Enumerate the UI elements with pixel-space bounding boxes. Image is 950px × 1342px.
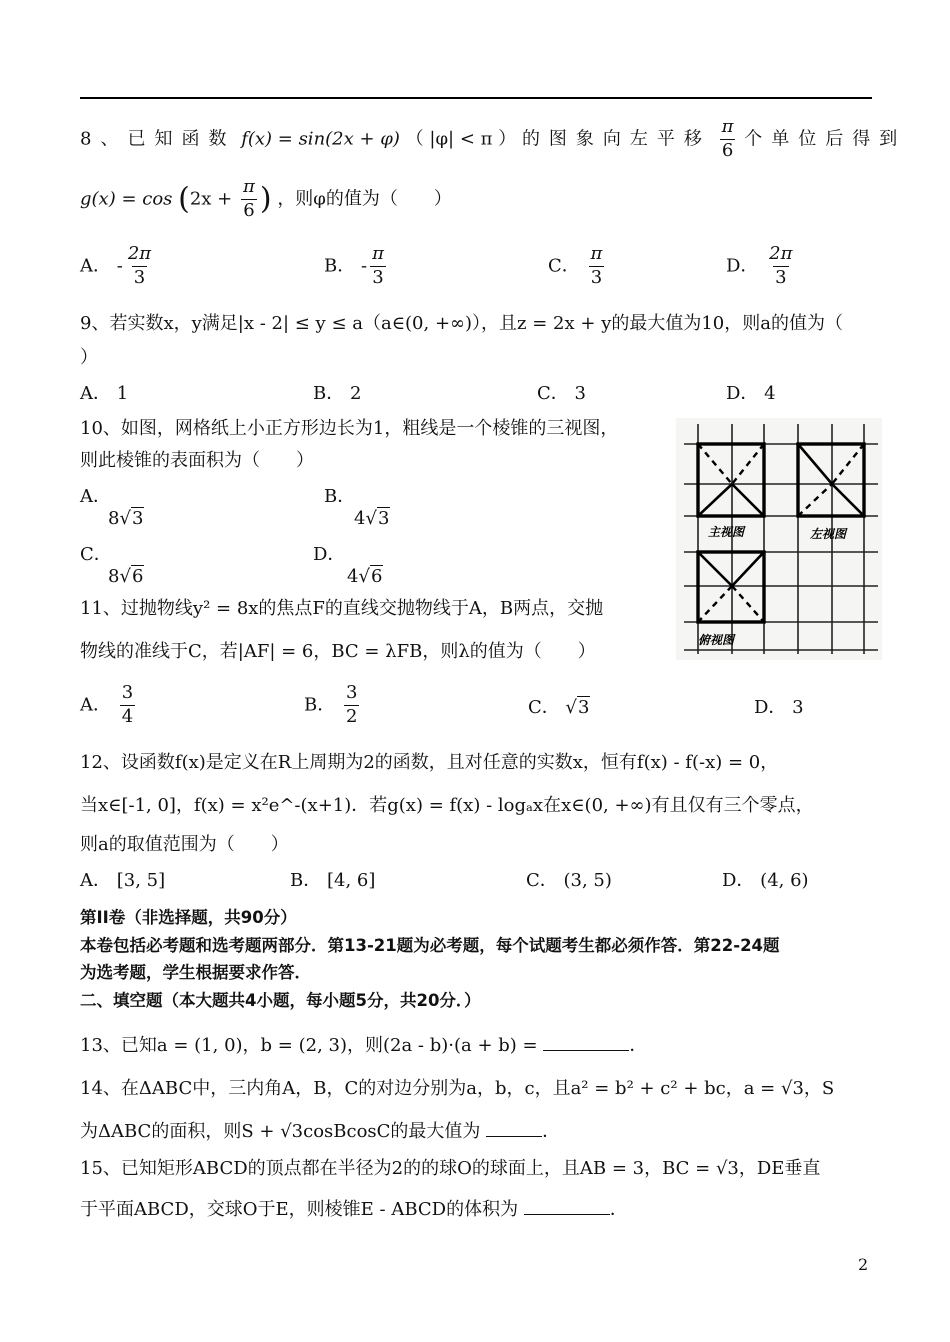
q14-line2: 为ΔABC的面积，则S + √3cosBcosC的最大值为 ． <box>80 1118 560 1143</box>
section-fill-in: 二、填空题（本大题共4小题，每小题5分，共20分．） <box>80 991 481 1010</box>
q8-suffix: 个单位后得到 <box>744 128 907 150</box>
q9-line1: 9、若实数x，y满足|x - 2| ≤ y ≤ a（a∈(0, +∞)），且z = 2x + y的最大值为10，则a的值为（ <box>80 313 843 334</box>
q13-answer-blank[interactable] <box>543 1032 629 1051</box>
q14-answer-blank[interactable] <box>486 1118 542 1137</box>
q8-option-b: B． - $\frac{\pi}{3}$ <box>324 243 384 288</box>
q12-option-c: C． (3, 5) <box>526 870 612 891</box>
q8-option-c: C． $\frac{\pi}{3}$ <box>548 243 603 288</box>
q8-fraction: $\frac{\pi}{6}$ <box>721 116 734 161</box>
q9-line2: ） <box>80 347 98 368</box>
q13-text: 13、已知a = (1, 0)，b = (2, 3)，则(2a - b)·(a + b) = <box>80 1035 538 1056</box>
side-view-label: 左视图 <box>810 527 847 541</box>
q8-g-fraction: $\frac{\pi}{6}$ <box>243 176 255 221</box>
q9-option-c: C． 3 <box>537 383 586 404</box>
q11-option-b: B． $\frac{3}{2}$ <box>304 682 358 727</box>
part2-title: 第II卷（非选择题，共90分） <box>80 908 297 927</box>
q9-option-b: B． 2 <box>313 383 362 404</box>
q8-line1 <box>80 118 906 161</box>
part2-desc-line1: 本卷包括必考题和选考题两部分．第13-21题为必考题，每个试题考生都必须作答．第22-24题 <box>80 936 780 955</box>
q15-answer-blank[interactable] <box>524 1196 610 1215</box>
q11-option-d: D． 3 <box>754 697 804 718</box>
three-view-grid <box>676 418 882 660</box>
q8-mid: 的图象向左平移 <box>521 128 711 150</box>
q12-option-b: B． [4, 6] <box>290 870 376 891</box>
q10-option-d: D． 4√6 <box>313 544 383 587</box>
q15-line1: 15、已知矩形ABCD的顶点都在半径为2的的球O的球面上，且AB = 3，BC = √3，DE垂直 <box>80 1158 821 1179</box>
q9-option-d: D． 4 <box>726 383 776 404</box>
q8-line2: g(x) = cos (2x + $\frac{\pi}{6}$ ) ，则φ的值为（ ） <box>80 176 452 221</box>
part2-desc-line2: 为选考题，学生根据要求作答． <box>80 963 311 982</box>
q11-option-c: C． √3 <box>528 697 590 718</box>
front-view-label: 主视图 <box>708 525 745 539</box>
q8-question-tail: ，则φ的值为（ ） <box>277 188 452 210</box>
q12-option-d: D． (4, 6) <box>722 870 809 891</box>
q12-line3: 则a的取值范围为（ ） <box>80 834 289 855</box>
q10-line2: 则此棱锥的表面积为（ ） <box>80 450 314 471</box>
q8-condition: （ |φ| < π ） <box>405 128 517 150</box>
q14-text: 为ΔABC的面积，则S + √3cosBcosC的最大值为 <box>80 1121 481 1142</box>
q8-prefix: 8、已知函数 <box>80 128 236 150</box>
q13-line: 13、已知a = (1, 0)，b = (2, 3)，则(2a - b)·(a + b) = ． <box>80 1032 647 1057</box>
top-view-label: 俯视图 <box>698 633 735 647</box>
page-number: 2 <box>858 1255 869 1274</box>
q8-option-d: D． $\frac{2\pi}{3}$ <box>726 243 793 288</box>
q11-line2: 物线的准线于C，若|AF| = 6，BC = λFB，则λ的值为（ ） <box>80 641 596 662</box>
header-rule <box>80 97 872 99</box>
q8-g-function: g(x) = cos <box>80 188 173 210</box>
q8-g-inner: 2x + <box>189 188 233 210</box>
q12-line1: 12、设函数f(x)是定义在R上周期为2的函数，且对任意的实数x，恒有f(x) - f(-x) = 0， <box>80 752 779 773</box>
q14-line1: 14、在ΔABC中，三内角A，B，C的对边分别为a，b，c，且a² = b² + c² + bc，a = √3，S <box>80 1078 835 1099</box>
three-view-figure <box>676 418 882 660</box>
q8-function: f(x) = sin(2x + φ) <box>241 128 400 150</box>
q10-option-b: B． 4√3 <box>324 486 390 529</box>
q12-option-a: A． [3, 5] <box>80 870 166 891</box>
q11-line1: 11、过抛物线y² = 8x的焦点F的直线交抛物线于A，B两点，交抛 <box>80 598 604 619</box>
q10-line1: 10、如图，网格纸上小正方形边长为1，粗线是一个棱锥的三视图， <box>80 418 619 439</box>
q15-text: 于平面ABCD，交球O于E，则棱锥E - ABCD的体积为 <box>80 1199 519 1220</box>
q9-option-a: A． 1 <box>80 383 129 404</box>
q10-option-c: C． 8√6 <box>80 544 144 587</box>
q11-option-a: A． $\frac{3}{4}$ <box>80 682 134 727</box>
q12-line2: 当x∈[-1, 0]，f(x) = x²e^-(x+1)．若g(x) = f(x) - logₐx在x∈(0, +∞)有且仅有三个零点， <box>80 795 814 816</box>
q8-option-a: A． - $\frac{2\pi}{3}$ <box>80 243 152 288</box>
q15-line2: 于平面ABCD，交球O于E，则棱锥E - ABCD的体积为 ． <box>80 1196 628 1221</box>
q10-option-a: A． 8√3 <box>80 486 144 529</box>
